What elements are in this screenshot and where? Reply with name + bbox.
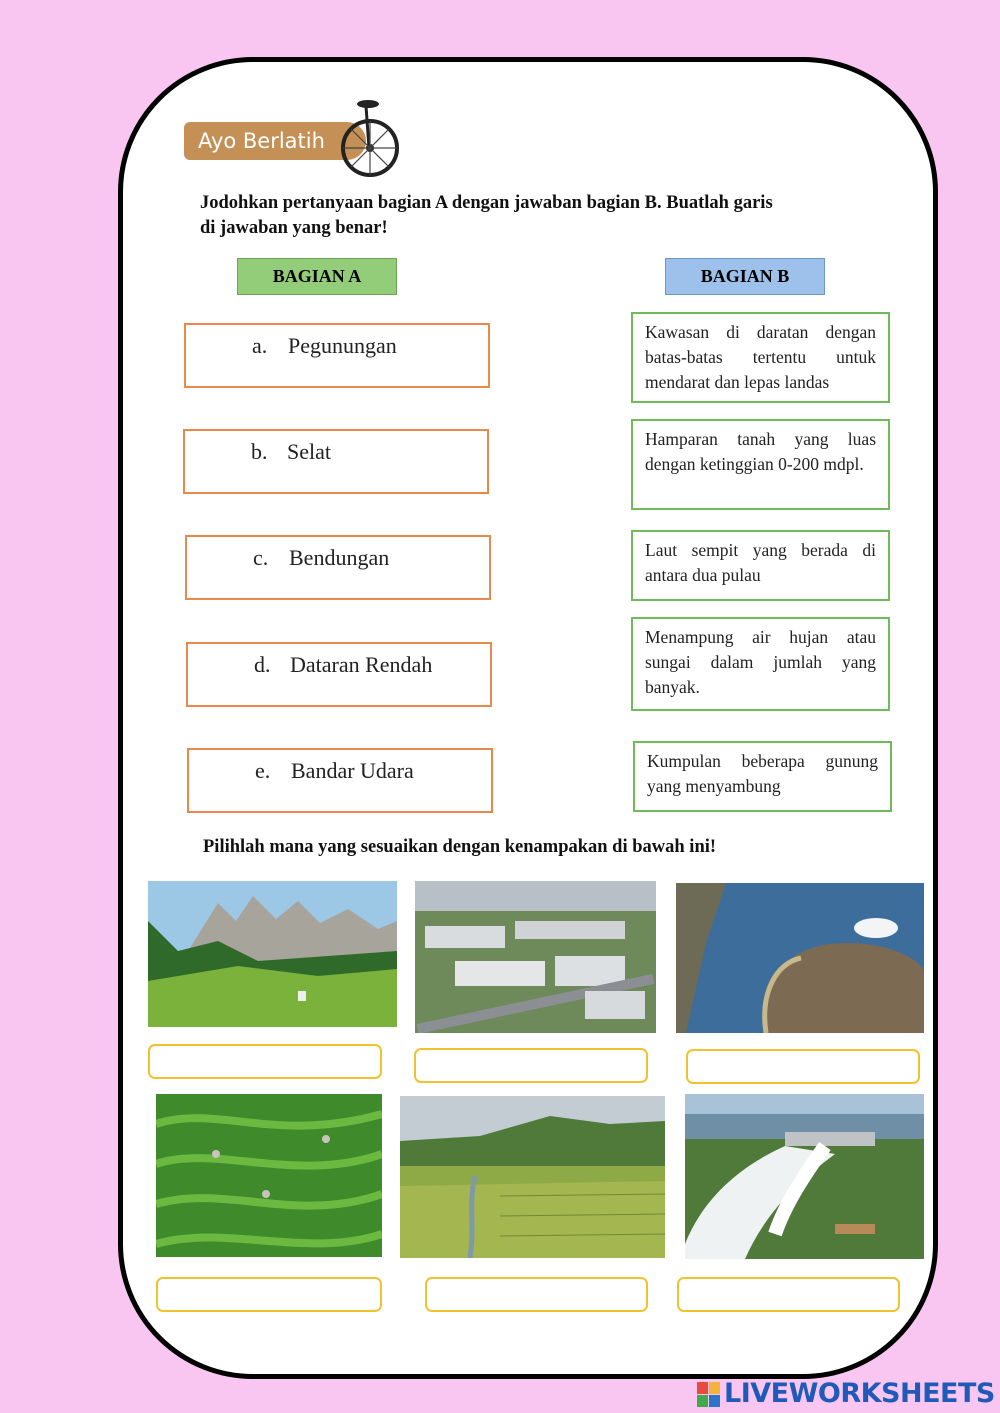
item-text: Bendungan: [289, 545, 390, 570]
item-text: Bandar Udara: [291, 758, 414, 783]
bagian-b-header: BAGIAN B: [665, 258, 825, 295]
part-a-item[interactable]: [184, 323, 490, 388]
instruction-line-2: di jawaban yang benar!: [200, 218, 388, 238]
answer-field[interactable]: [677, 1277, 900, 1312]
dam-photo: [685, 1094, 924, 1259]
answer-field[interactable]: [414, 1048, 648, 1083]
hills-plantation-photo: [156, 1094, 382, 1257]
answer-field[interactable]: [148, 1044, 382, 1079]
part-b-item[interactable]: Laut sempit yang berada di antara dua pulau: [631, 530, 890, 601]
lowland-photo: [400, 1096, 665, 1258]
part-a-item[interactable]: [187, 748, 493, 813]
part-a-item[interactable]: [183, 429, 489, 494]
item-text: Pegunungan: [288, 333, 397, 358]
item-letter: c.: [253, 545, 269, 570]
answer-field[interactable]: [686, 1049, 920, 1084]
instruction-line-1: Jodohkan pertanyaan bagian A dengan jawaban bagian B. Buatlah garis: [200, 193, 773, 213]
bagian-a-header: BAGIAN A: [237, 258, 397, 295]
item-letter: e.: [255, 758, 271, 783]
mountain-photo: [148, 881, 397, 1027]
part-b-item[interactable]: Kumpulan beberapa gunung yang menyambung: [633, 741, 892, 812]
part-b-item[interactable]: Menampung air hujan atau sungai dalam jumlah yang banyak.: [631, 617, 890, 711]
brand-name: LIVEWORKSHEETS: [724, 1378, 995, 1409]
answer-field[interactable]: [156, 1277, 382, 1312]
logo-text: Ayo Berlatih: [198, 129, 325, 153]
liveworksheets-logo-icon: [697, 1382, 721, 1408]
part-b-item[interactable]: Hamparan tanah yang luas dengan ketinggian 0-200 mdpl.: [631, 419, 890, 510]
item-letter: a.: [252, 333, 268, 358]
item-letter: b.: [251, 439, 268, 464]
part-b-item[interactable]: Kawasan di daratan dengan batas-batas tertentu untuk mendarat dan lepas landas: [631, 312, 890, 403]
item-text: Dataran Rendah: [290, 652, 433, 677]
part-a-item[interactable]: [185, 535, 491, 600]
answer-field[interactable]: [425, 1277, 648, 1312]
part-a-item[interactable]: [186, 642, 492, 707]
section2-instruction: Pilihlah mana yang sesuaikan dengan kenampakan di bawah ini!: [203, 837, 717, 857]
industrial-area-photo: [415, 881, 656, 1033]
item-letter: d.: [254, 652, 271, 677]
item-text: Selat: [287, 439, 331, 464]
unicycle-icon: [336, 96, 404, 180]
strait-photo: [676, 883, 924, 1033]
